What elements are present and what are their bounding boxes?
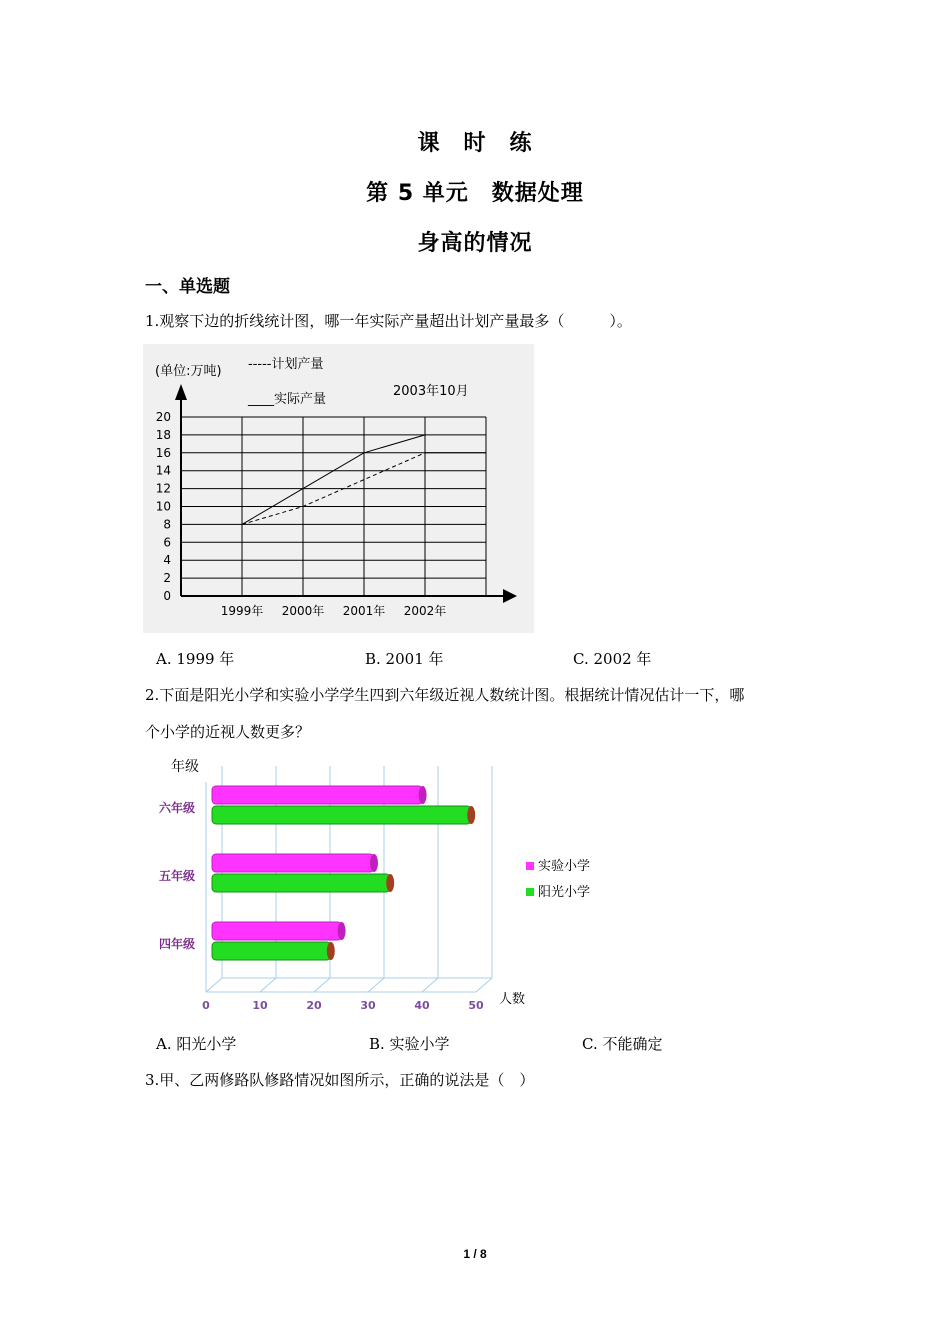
actual-output-line xyxy=(242,435,425,525)
legend-actual: ____实际产量 xyxy=(248,392,327,407)
bar-sunshine-school-cap xyxy=(386,874,394,892)
bar-experimental-school xyxy=(212,854,374,872)
line-chart-panel xyxy=(143,344,534,633)
x-tick-label: 20 xyxy=(306,999,322,1012)
question-3-text: 3.甲、乙两修路队修路情况如图所示，正确的说法是（ ） xyxy=(145,1071,535,1089)
y-tick-label: 四年级 xyxy=(158,937,195,951)
y-tick-label: 12 xyxy=(155,481,171,496)
y-tick-label: 0 xyxy=(163,589,171,603)
x-tick-label: 0 xyxy=(202,999,210,1012)
x-tick-label: 30 xyxy=(360,999,376,1012)
y-axis-arrow xyxy=(175,384,187,400)
x-axis-label: 人数 xyxy=(499,992,526,1007)
y-tick-label: 14 xyxy=(155,463,171,478)
grid-line-floor xyxy=(422,978,438,992)
y-axis-label: 年级 xyxy=(171,759,199,775)
q2-option-b[interactable]: B. 实验小学 xyxy=(369,1035,450,1053)
line-chart xyxy=(143,344,534,633)
bar-sunshine-school xyxy=(212,806,471,824)
question-1-text: 1.观察下边的折线统计图，哪一年实际产量超出计划产量最多（ ）。 xyxy=(145,312,632,330)
question-2-text-line2: 个小学的近视人数更多？ xyxy=(145,723,311,741)
y-tick-label: 18 xyxy=(155,427,171,442)
q2-option-a[interactable]: A. 阳光小学 xyxy=(156,1035,237,1053)
legend-label: 阳光小学 xyxy=(538,885,591,900)
q2-option-c[interactable]: C. 不能确定 xyxy=(582,1035,663,1053)
legend-swatch xyxy=(526,862,534,870)
bar-experimental-school-cap xyxy=(338,922,346,940)
page-number: 1 / 8 xyxy=(463,1247,487,1261)
lesson-title: 身高的情况 xyxy=(417,231,533,256)
q1-option-b[interactable]: B. 2001 年 xyxy=(365,650,444,668)
bar-chart-panel xyxy=(145,752,625,1022)
x-tick-label: 2002年 xyxy=(403,604,447,618)
y-tick-label: 六年级 xyxy=(158,801,195,815)
y-tick-label: 20 xyxy=(155,410,171,424)
question-2-text-line1: 2.下面是阳光小学和实验小学学生四到六年级近视人数统计图。根据统计情况估计一下，哪 xyxy=(145,686,745,704)
bar-sunshine-school xyxy=(212,942,331,960)
grid-line-floor xyxy=(260,978,276,992)
bar-experimental-school xyxy=(212,922,342,940)
grid-line-floor xyxy=(368,978,384,992)
legend-label: 实验小学 xyxy=(538,859,591,874)
x-tick-label: 2001年 xyxy=(342,604,386,618)
section-heading: 一、单选题 xyxy=(145,277,230,297)
x-tick-label: 2000年 xyxy=(281,604,325,618)
x-tick-label: 50 xyxy=(468,999,484,1012)
page-title: 课 时 练 xyxy=(417,131,533,156)
grid-line-floor xyxy=(476,978,492,992)
unit-title: 第 5 单元 数据处理 xyxy=(366,181,584,206)
y-tick-label: 8 xyxy=(163,517,171,532)
x-axis-arrow xyxy=(503,589,517,603)
y-tick-label: 五年级 xyxy=(158,869,195,883)
q1-option-c[interactable]: C. 2002 年 xyxy=(573,650,652,668)
bar-experimental-school-cap xyxy=(419,786,427,804)
y-tick-label: 10 xyxy=(155,499,171,514)
y-tick-label: 4 xyxy=(163,553,171,568)
y-tick-label: 16 xyxy=(155,445,171,460)
bar-chart xyxy=(145,752,625,1022)
bar-sunshine-school-cap xyxy=(467,806,475,824)
grid-line-floor xyxy=(206,978,222,992)
bar-experimental-school-cap xyxy=(370,854,378,872)
bar-experimental-school xyxy=(212,786,423,804)
grid-line-floor xyxy=(314,978,330,992)
unit-label: (单位:万吨) xyxy=(155,364,222,379)
y-tick-label: 2 xyxy=(163,571,171,586)
bar-sunshine-school xyxy=(212,874,390,892)
y-tick-label: 6 xyxy=(163,535,171,550)
x-tick-label: 10 xyxy=(252,999,268,1012)
x-tick-label: 40 xyxy=(414,999,430,1012)
bar-sunshine-school-cap xyxy=(327,942,335,960)
legend-swatch xyxy=(526,888,534,896)
legend-planned: -----计划产量 xyxy=(248,357,324,372)
q1-option-a[interactable]: A. 1999 年 xyxy=(156,650,235,668)
x-tick-label: 1999年 xyxy=(220,604,264,618)
chart-annotation: 2003年10月 xyxy=(393,384,469,399)
